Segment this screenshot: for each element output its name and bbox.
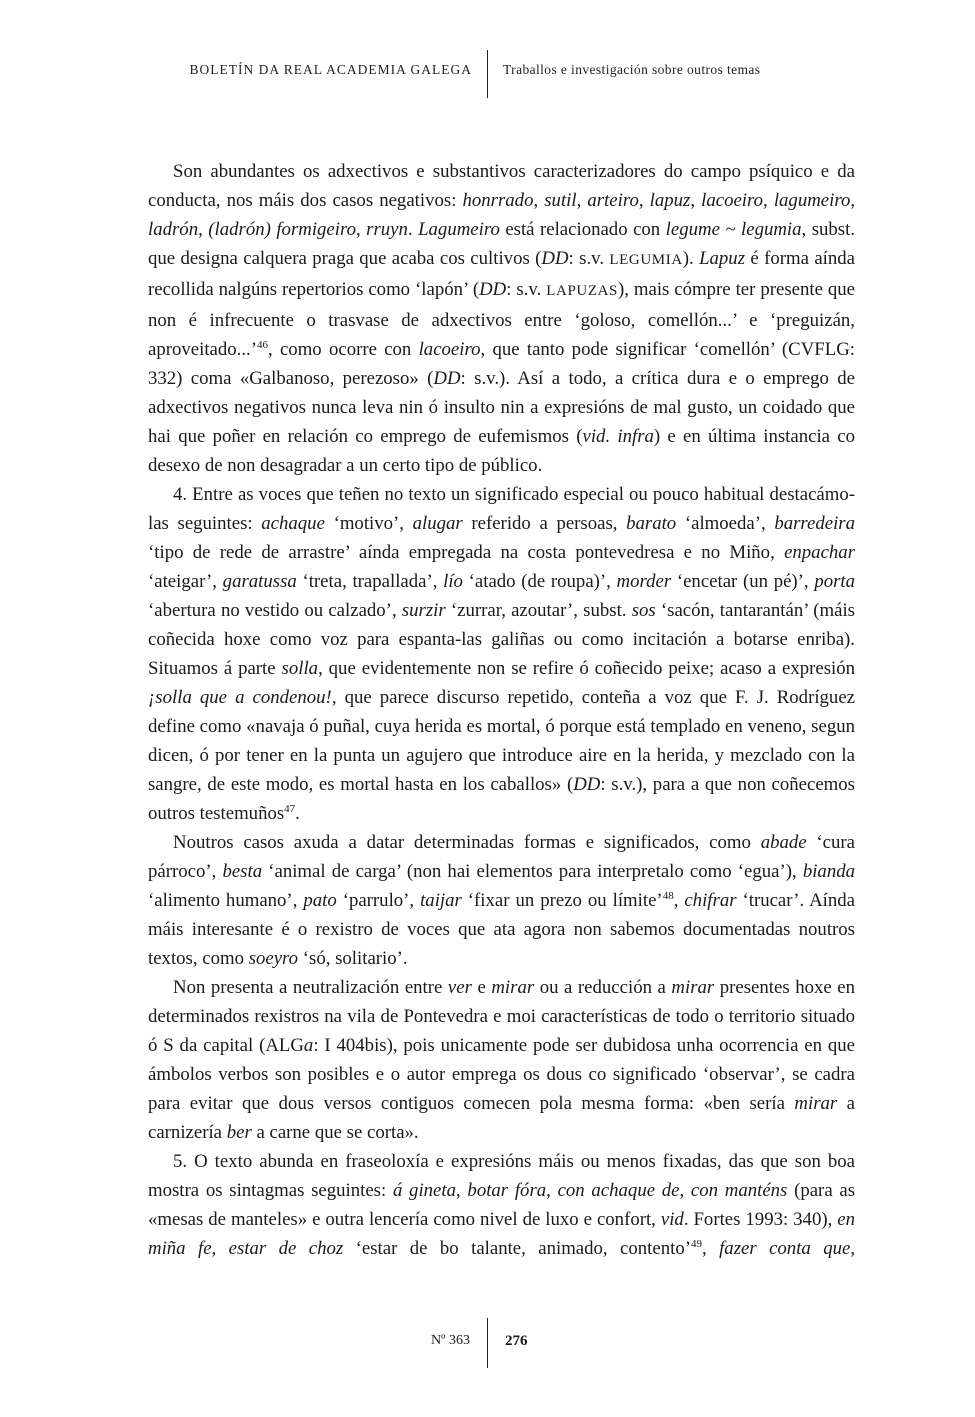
footnote-ref: 47	[284, 803, 296, 815]
italic-term: (ladrón) formigeiro	[208, 219, 356, 240]
text-run: , subst. que designa calquera praga que acaba cos cultivos (	[148, 219, 856, 269]
italic-term: vid	[660, 1209, 684, 1230]
footer-divider	[487, 1318, 488, 1368]
text-run: Noutros casos axuda a datar determinadas formas e significados, como	[173, 832, 761, 853]
italic-term: Lagumeiro	[418, 219, 500, 240]
body-text	[148, 157, 855, 1263]
paragraph	[148, 828, 855, 973]
text-run: , que parece discurso repetido, conteña a voz que F. J. Rodríguez define como «navaja ó puñal, cuya herida es mortal, ó porque está templado en veneno, segun dicen, ó por tener en la punta un agujero que introduce aire en la herida, y mezclado con la sangre, de este modo, es mortal hasta en los caballos» (	[148, 687, 855, 795]
text-run: LEGUMIA	[609, 252, 683, 268]
italic-term: taijar	[420, 890, 462, 911]
italic-term: garatussa	[222, 571, 297, 592]
text-run: ‘animal de carga’ (non hai elementos para interpretalo como ‘egua’),	[262, 861, 803, 882]
italic-term: chifrar	[684, 890, 737, 911]
text-run: presentes hoxe en determinados rexistros na vila de Pontevedra e moi características de todo o territorio situado ó S da capital (ALG	[148, 977, 855, 1056]
footnote-ref: 49	[690, 1238, 702, 1250]
text-run: ,	[211, 1238, 229, 1259]
italic-term: pato	[303, 890, 337, 911]
italic-term: ber	[226, 1122, 252, 1143]
paragraph	[148, 157, 855, 480]
italic-term: porta	[814, 571, 856, 592]
text-run: , como ocorre con	[268, 339, 419, 360]
italic-term: lagumeiro	[773, 190, 851, 211]
text-run: ,	[763, 190, 774, 211]
text-run: : s.v.), para a que non coñecemos outros testemuños	[148, 774, 855, 824]
text-run: ,	[850, 1238, 856, 1259]
text-run: ,	[850, 190, 856, 211]
italic-term: soeyro	[248, 948, 299, 969]
text-run: ,	[690, 190, 702, 211]
text-run: ‘parrulo’,	[336, 890, 421, 911]
text-run: (para as «mesas de manteles» e outra lencería como nivel de luxo e confort,	[148, 1180, 856, 1230]
italic-term: enpachar	[784, 542, 855, 563]
italic-term: mirar	[794, 1093, 838, 1114]
text-run: : s.v.	[568, 248, 610, 269]
text-run: ‘só, solitario’.	[298, 948, 408, 969]
italic-term: en miña fe	[148, 1209, 855, 1259]
header-divider	[487, 50, 488, 98]
italic-term: ver	[447, 977, 472, 998]
italic-term: arteiro	[587, 190, 639, 211]
text-run: ,	[356, 219, 367, 240]
text-run: ‘encetar (un pé)’,	[671, 571, 815, 592]
italic-term: rruyn	[366, 219, 408, 240]
italic-term: legume ~ legumia	[665, 219, 802, 240]
italic-term: abade	[760, 832, 807, 853]
text-run: .	[407, 219, 419, 240]
italic-term: DD	[479, 279, 507, 300]
text-run: ‘zurrar, azoutar’, subst.	[445, 600, 632, 621]
text-run: .	[295, 803, 300, 824]
italic-term: Lapuz	[699, 248, 746, 269]
italic-term: barato	[626, 513, 677, 534]
text-run: LAPUZAS	[546, 283, 618, 299]
text-run: ‘estar de bo talante, animado, contento’	[343, 1238, 691, 1259]
italic-term: DD	[541, 248, 569, 269]
italic-term: DD	[573, 774, 601, 795]
footnote-ref: 46	[257, 339, 268, 351]
page-number: 276	[505, 1333, 528, 1349]
text-run: ‘tipo de rede de arrastre’ aínda empregada na costa pontevedresa e no Miño,	[148, 542, 785, 563]
text-run: , que evidentemente non se refire ó coñecido peixe; acaso a expresión	[318, 658, 855, 679]
italic-term: a	[303, 1035, 314, 1056]
text-run: é forma aínda recollida nalgúns repertorios como ‘lapón’ (	[148, 248, 855, 300]
italic-term: lío	[443, 571, 463, 592]
text-run: ,	[456, 1180, 468, 1201]
italic-term: alugar	[412, 513, 463, 534]
italic-term: barredeira	[774, 513, 856, 534]
text-run: ‘atado (de roupa)’,	[462, 571, 617, 592]
footnote-ref: 48	[662, 890, 674, 902]
text-run: ‘motivo’,	[324, 513, 413, 534]
italic-term: solla	[281, 658, 319, 679]
text-run: ,	[679, 1180, 691, 1201]
text-run: ‘sacón, tantarantán’ (máis coñecida hoxe como voz para espanta-las galiñas ou como incitación a botarse enriba). Situamos á parte	[148, 600, 855, 679]
text-run: ‘alimento humano’,	[148, 890, 304, 911]
text-run: ,	[533, 190, 545, 211]
italic-term: con achaque de	[557, 1180, 680, 1201]
text-run: ) e en última instancia co desexo de non desagradar a un certo tipo de público.	[148, 426, 855, 476]
italic-term: mirar	[671, 977, 715, 998]
italic-term: fazer conta que	[719, 1238, 851, 1259]
italic-term: besta	[222, 861, 263, 882]
text-run: ‘trucar’. Aínda máis interesante é o rexistro de voces que ata agora non sabemos documentadas noutros textos, como	[148, 890, 855, 969]
text-run: ‘cura párroco’,	[148, 832, 855, 882]
italic-term: con manténs	[690, 1180, 788, 1201]
text-run: , que tanto pode significar ‘comellón’ (CVFLG: 332) coma «Galbanoso, perezoso» (	[148, 339, 855, 389]
text-run: : s.v.	[506, 279, 547, 300]
text-run: ,	[701, 1238, 720, 1259]
text-run: 5. O texto abunda en fraseoloxía e expresións máis ou menos fixadas, das que son boa mostra os sintagmas seguintes:	[148, 1151, 855, 1201]
text-run: ‘treta, trapallada’,	[296, 571, 444, 592]
text-run: ,	[198, 219, 209, 240]
text-run: ), mais cómpre ter presente que non é infrecuente o trasvase de adxectivos entre ‘goloso, comellón...’ e ‘preguizán, aproveitado...’	[148, 279, 855, 360]
italic-term: mirar	[491, 977, 535, 998]
text-run: e	[471, 977, 492, 998]
text-run: ,	[576, 190, 588, 211]
paragraph	[148, 973, 855, 1147]
issue-number: Nº 363	[431, 1333, 470, 1348]
italic-term: sutil	[544, 190, 577, 211]
italic-term: á gineta	[392, 1180, 456, 1201]
text-run: . Fortes 1993: 340),	[683, 1209, 838, 1230]
text-run: ‘almoeda’,	[676, 513, 775, 534]
italic-term: botar fóra	[467, 1180, 547, 1201]
italic-term: lacoeiro	[701, 190, 764, 211]
text-run: : I 404bis), pois unicamente pode ser dubidosa unha ocorrencia en que ámbolos verbos son posibles e o autor emprega os dous co significado ‘observar’, se cadra para evitar que dous versos contiguos comecen pola mesma forma: «ben sería	[148, 1035, 855, 1114]
text-run: está relacionado con	[499, 219, 666, 240]
running-header-journal: BOLETÍN DA REAL ACADEMIA GALEGA	[189, 62, 472, 77]
italic-term: lapuz	[649, 190, 691, 211]
italic-term: lacoeiro	[418, 339, 481, 360]
text-run: ‘ateigar’,	[148, 571, 223, 592]
italic-term: achaque	[261, 513, 325, 534]
italic-term: honrrado	[462, 190, 534, 211]
text-run: ,	[638, 190, 650, 211]
text-run: : s.v.). Así a todo, a crítica dura e o emprego de adxectivos negativos nunca leva nin ó insulto nin a expresións de mal gusto, un coidado que hai que poñer en relación co emprego de eufemismos (	[148, 368, 855, 447]
text-run: Son abundantes os adxectivos e substantivos caracterizadores do campo psíquico e da conducta, nos máis dos casos negativos:	[148, 161, 855, 211]
text-run: a carnizería	[148, 1093, 855, 1143]
text-run: Non presenta a neutralización entre	[173, 977, 448, 998]
italic-term: vid. infra	[582, 426, 654, 447]
text-run: 4. Entre as voces que teñen no texto un significado especial ou pouco habitual destacámo-las seguintes:	[148, 484, 855, 534]
paragraph	[148, 480, 855, 828]
text-run: ‘fixar un prezo ou límite’	[461, 890, 663, 911]
italic-term: bianda	[802, 861, 855, 882]
text-run: ,	[546, 1180, 558, 1201]
italic-term: DD	[433, 368, 461, 389]
text-run: a carne que se corta».	[251, 1122, 419, 1143]
paragraph	[148, 1147, 855, 1263]
text-run: ou a reducción a	[534, 977, 672, 998]
text-run: referido a persoas,	[462, 513, 627, 534]
italic-term: estar de choz	[228, 1238, 344, 1259]
italic-term: sos	[631, 600, 656, 621]
italic-term: ladrón	[148, 219, 199, 240]
text-run: ‘abertura no vestido ou calzado’,	[148, 600, 402, 621]
italic-term: surzir	[401, 600, 446, 621]
text-run: ).	[682, 248, 700, 269]
italic-term: ¡solla que a condenou!	[148, 687, 332, 708]
italic-term: morder	[616, 571, 672, 592]
text-run: ,	[673, 890, 685, 911]
running-header-section: Traballos e investigación sobre outros temas	[503, 62, 761, 77]
